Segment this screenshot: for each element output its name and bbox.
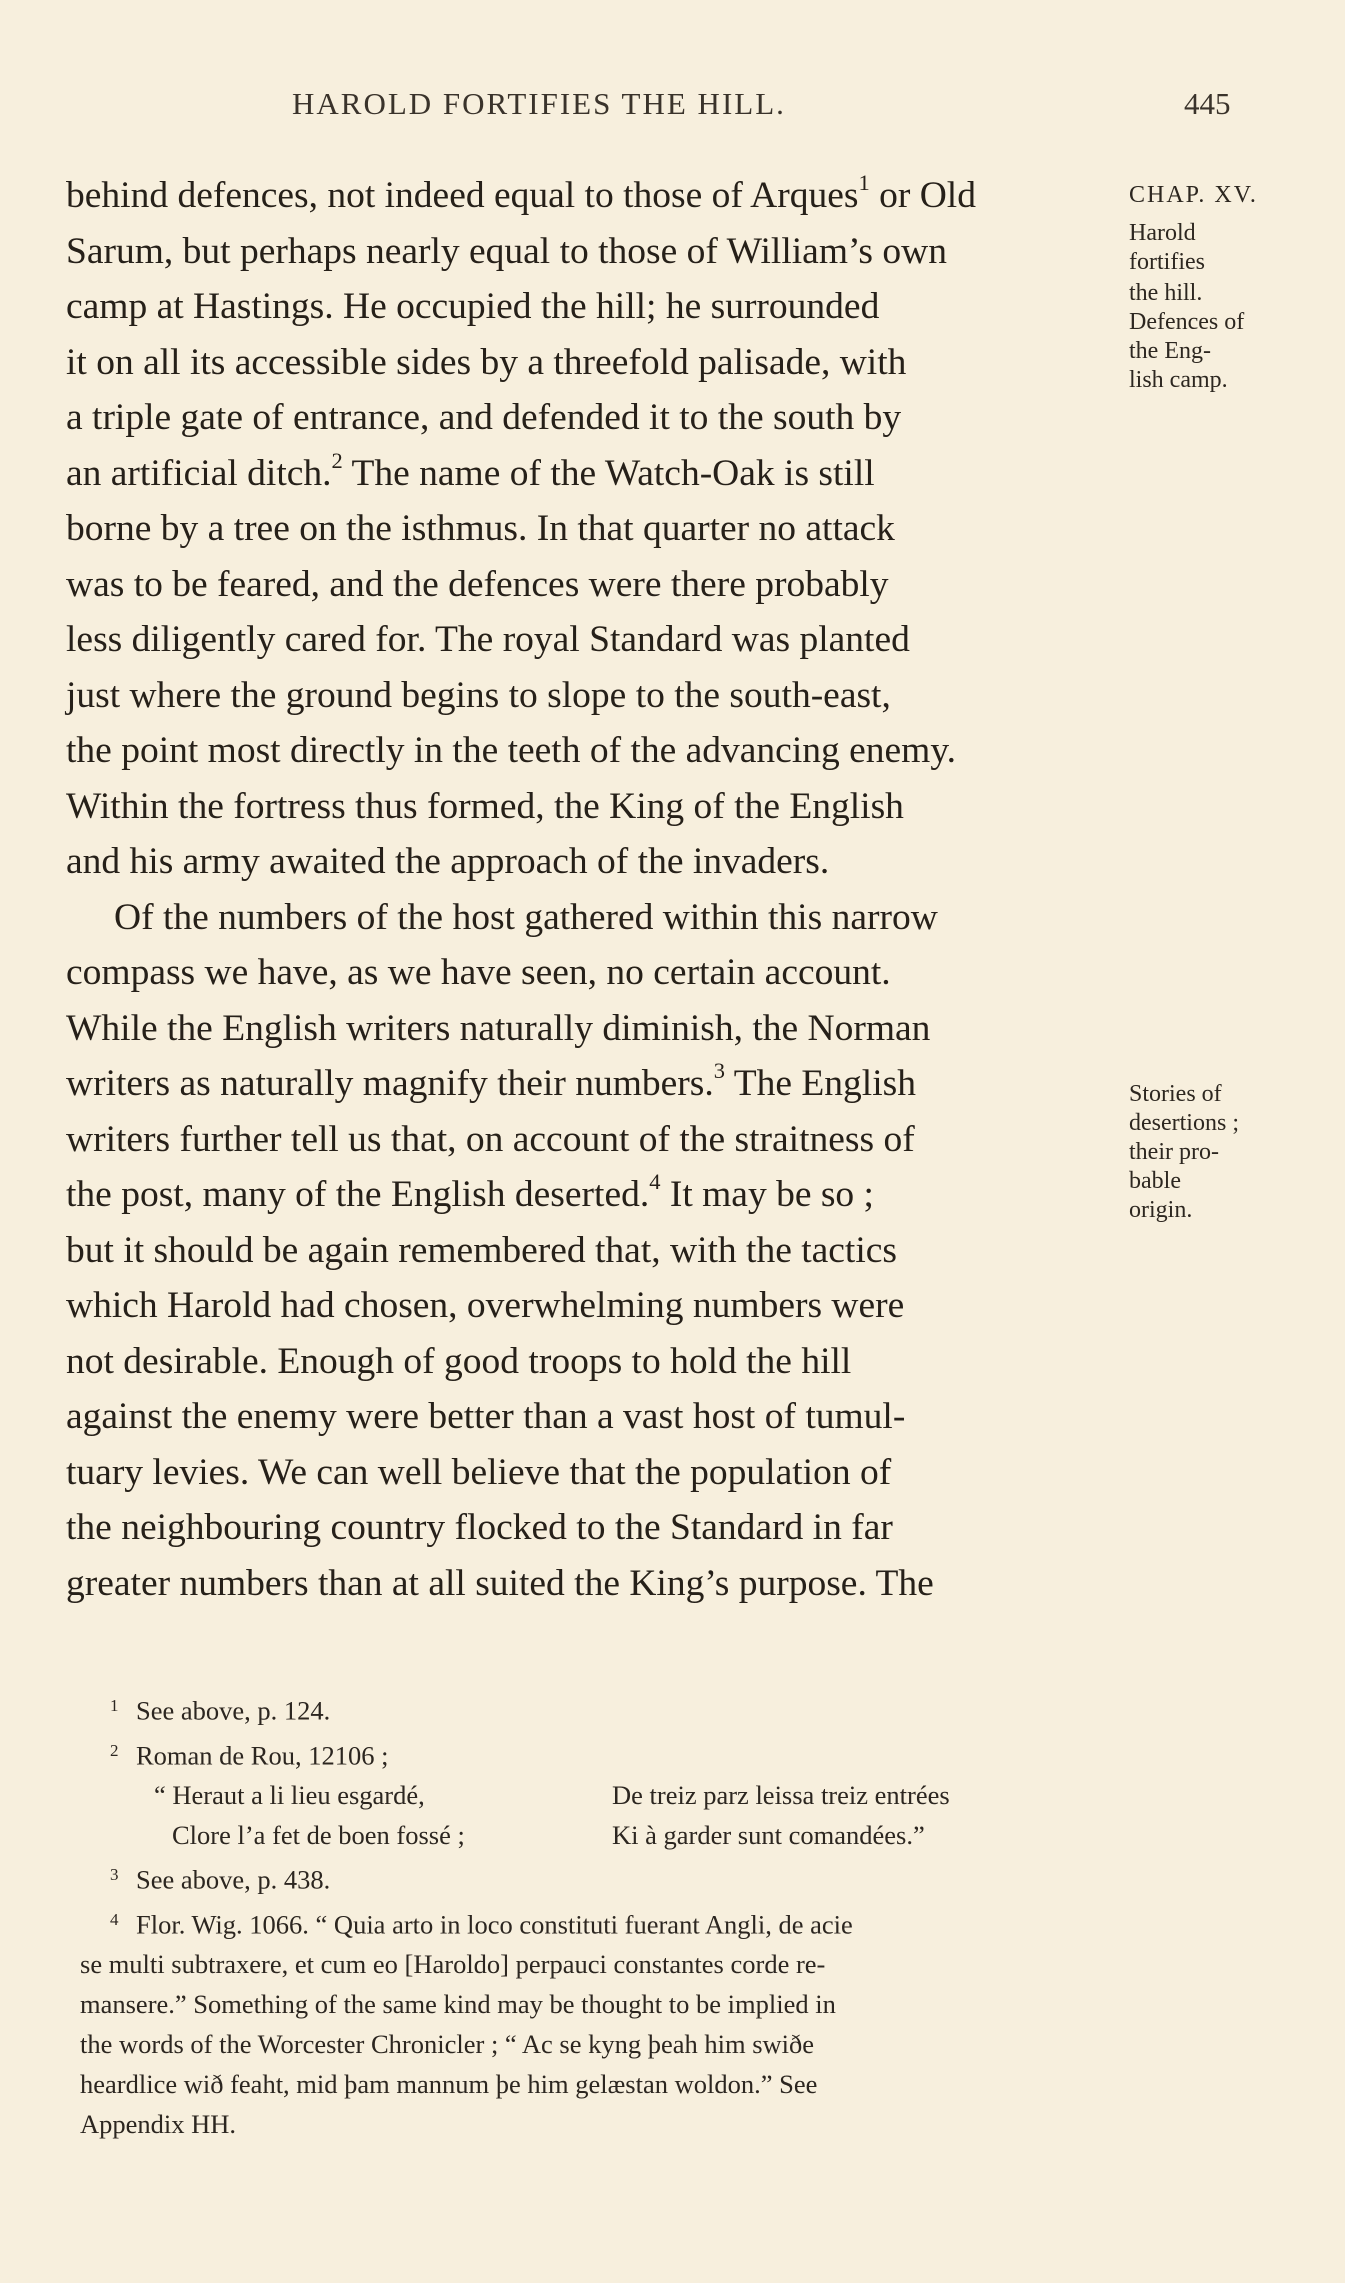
- footnote-ref-2[interactable]: 2: [331, 447, 343, 473]
- marginal-note-line: Defences of: [1129, 309, 1245, 335]
- footnote-4-line: Appendix HH.: [80, 2109, 237, 2139]
- text-line: behind defences, not indeed equal to those of Arques$^1$ or Old: [66, 170, 976, 216]
- text-line: tuary levies. We can well believe that the population of: [66, 1451, 892, 1493]
- text-line: borne by a tree on the isthmus. In that quarter no attack: [66, 508, 895, 549]
- footnote-4-line: the words of the Worcester Chronicler ; “ Ac se kyng þeah him swiðe: [80, 2029, 815, 2059]
- marginal-note-line: the Eng-: [1129, 338, 1211, 364]
- footnote-1: 1 See above, p. 124.: [110, 1695, 331, 1726]
- text-line: writers as naturally magnify their numbers.$^3$ The English: [66, 1058, 916, 1104]
- text-line: the neighbouring country flocked to the Standard in far: [66, 1507, 893, 1548]
- text-line: camp at Hastings. He occupied the hill; he surrounded: [66, 286, 880, 327]
- marginal-note-harold-fortifies: [1129, 181, 1344, 395]
- marginal-note-line: origin.: [1129, 1197, 1193, 1223]
- marginal-note-line: bable: [1129, 1168, 1181, 1194]
- text-line: compass we have, as we have seen, no certain account.: [66, 952, 891, 993]
- marginal-note-line: their pro-: [1129, 1139, 1219, 1165]
- main-text: [66, 168, 1118, 1611]
- page-number: 445: [1184, 86, 1231, 121]
- chapter-label: CHAP. XV.: [1129, 182, 1258, 208]
- footnote-4-line: mansere.” Something of the same kind may be thought to be implied in: [80, 1989, 836, 2019]
- footnote-ref-1[interactable]: 1: [858, 170, 870, 196]
- marginal-note-line: lish camp.: [1129, 367, 1228, 393]
- running-head-title: HAROLD FORTIFIES THE HILL.: [292, 86, 786, 121]
- text-line: against the enemy were better than a vast host of tumul-: [66, 1396, 906, 1437]
- text-line: but it should be again remembered that, with the tactics: [66, 1229, 898, 1271]
- footnotes: [80, 1686, 1110, 2144]
- text-line: Within the fortress thus formed, the King of the English: [66, 785, 904, 827]
- footnote-3: 3 See above, p. 438.: [110, 1864, 331, 1895]
- text-line: less diligently cared for. The royal Standard was planted: [66, 619, 910, 660]
- marginal-note-line: Stories of: [1129, 1081, 1222, 1107]
- text-line: it on all its accessible sides by a threefold palisade, with: [66, 341, 907, 383]
- text-line: a triple gate of entrance, and defended it to the south by: [66, 397, 902, 438]
- marginal-note-line: desertions ;: [1129, 1110, 1239, 1136]
- marginal-note-desertions: [1129, 1080, 1344, 1225]
- footnote-4: 4 Flor. Wig. 1066. “ Quia arto in loco constituti fuerant Angli, de acie: [110, 1909, 853, 1939]
- marginal-note-line: Harold: [1129, 220, 1196, 246]
- text-line: was to be feared, and the defences were there probably: [66, 563, 889, 605]
- text-line: which Harold had chosen, overwhelming numbers were: [66, 1285, 905, 1326]
- text-line: greater numbers than at all suited the King’s purpose. The: [66, 1562, 934, 1604]
- text-line: writers further tell us that, on account of the straitness of: [66, 1118, 915, 1160]
- text-line: the point most directly in the teeth of the advancing enemy.: [66, 730, 957, 771]
- text-line: the post, many of the English deserted.$^4$ It may be so ;: [66, 1169, 874, 1215]
- text-line: and his army awaited the approach of the invaders.: [66, 841, 830, 882]
- text-line: While the English writers naturally diminish, the Norman: [66, 1007, 931, 1049]
- marginal-note-line: the hill.: [1129, 280, 1203, 306]
- text-line: not desirable. Enough of good troops to hold the hill: [66, 1340, 852, 1382]
- footnote-ref-4[interactable]: 4: [649, 1169, 661, 1195]
- footnote-ref-3[interactable]: 3: [713, 1058, 725, 1084]
- footnote-4-line: heardlice wið feaht, mid þam mannum þe him gelæstan woldon.” See: [80, 2069, 818, 2099]
- marginal-note-line: fortifies: [1129, 249, 1205, 275]
- paragraph-start: Of the numbers of the host gathered within this narrow: [114, 896, 938, 938]
- text-line: just where the ground begins to slope to the south-east,: [66, 674, 891, 716]
- verse-line: Clore l’a fet de boen fossé ; Ki à garder sunt comandées.”: [172, 1820, 925, 1850]
- text-line: an artificial ditch.$^2$ The name of the Watch-Oak is still: [66, 447, 875, 494]
- verse-line: “ Heraut a li lieu esgardé, De treiz parz leissa treiz entrées: [154, 1780, 950, 1810]
- running-head: [0, 86, 1345, 130]
- footnote-4-line: se multi subtraxere, et cum eo [Haroldo] perpauci constantes corde re-: [80, 1949, 826, 1979]
- footnote-2: 2 Roman de Rou, 12106 ;: [110, 1740, 389, 1770]
- text-line: Sarum, but perhaps nearly equal to those of William’s own: [66, 230, 947, 272]
